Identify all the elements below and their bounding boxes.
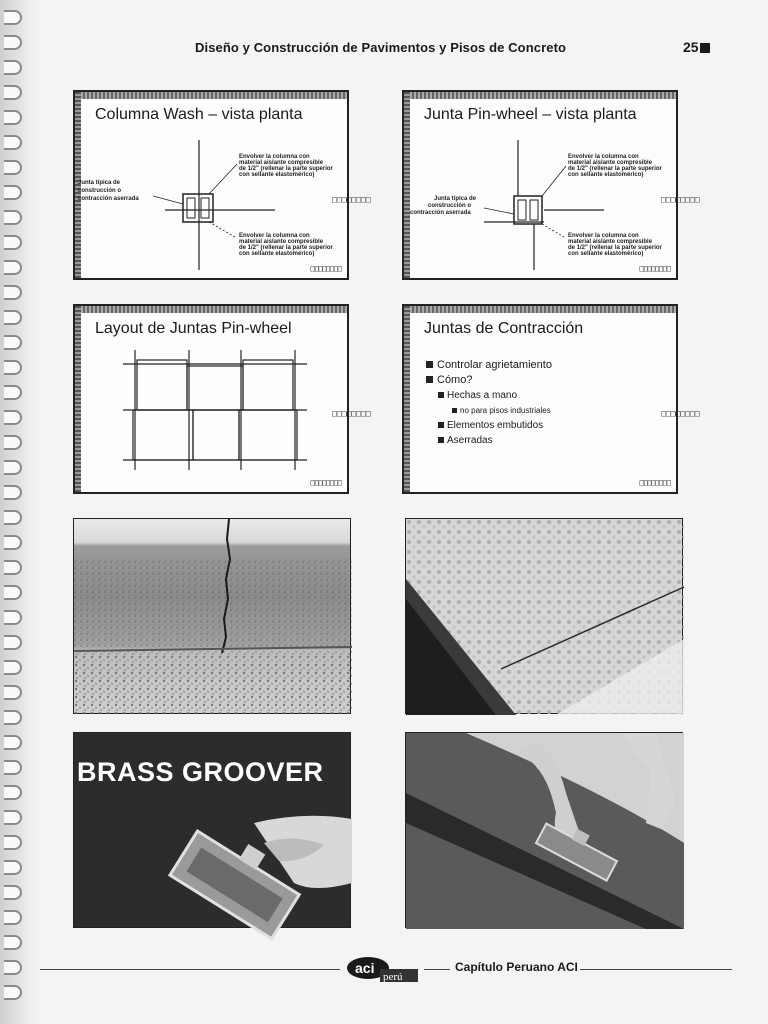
- slide-title: Juntas de Contracción: [424, 320, 584, 337]
- slide-side-nav: □□□□□□□□: [661, 195, 700, 204]
- spiral-ring: [4, 210, 22, 225]
- footer-rule-right: [580, 969, 732, 970]
- slide-juntas-contraccion: [402, 304, 700, 494]
- spiral-ring: [4, 385, 22, 400]
- note-top-1: Envolver la columna con: [239, 154, 310, 160]
- slide-title: Columna Wash – vista planta: [95, 106, 303, 123]
- spiral-ring: [4, 835, 22, 850]
- spiral-ring: [4, 135, 22, 150]
- spiral-ring: [4, 235, 22, 250]
- spiral-ring: [4, 560, 22, 575]
- slide-nav-buttons: □□□□□□□□: [310, 264, 341, 273]
- spiral-ring: [4, 535, 22, 550]
- spiral-ring: [4, 485, 22, 500]
- slide-title: Layout de Juntas Pin-wheel: [95, 320, 292, 337]
- slide-side-nav: □□□□□□□□: [332, 409, 371, 418]
- spiral-ring: [4, 460, 22, 475]
- footer-chapter-text: Capítulo Peruano ACI: [455, 960, 578, 974]
- spiral-ring: [4, 310, 22, 325]
- slide-nav-buttons: □□□□□□□□: [639, 264, 670, 273]
- joint-label-line3: contracción aserrada: [78, 196, 139, 202]
- joint-label-line2: construcción o: [428, 203, 472, 209]
- column-wash-diagram: [75, 92, 371, 282]
- note-bottom-3: de 1/2" (rellenar la parte superior: [568, 245, 662, 251]
- joint-label-line3: contracción aserrada: [410, 210, 471, 216]
- spiral-ring: [4, 435, 22, 450]
- slide-side-nav: □□□□□□□□: [661, 409, 700, 418]
- note-top-2: material aislante compresible: [239, 160, 324, 166]
- note-top-4: con sellante elastomérico): [239, 172, 315, 178]
- logo-text-peru: perú: [383, 971, 403, 983]
- photo-sawcut-joint: [405, 518, 683, 714]
- page-number: 25: [683, 39, 699, 55]
- aci-peru-logo: [346, 955, 420, 983]
- bullet-item: Controlar agrietamiento: [426, 358, 552, 373]
- bullet-list: [426, 358, 552, 448]
- spiral-ring: [4, 935, 22, 950]
- page-number-marker: [700, 43, 710, 53]
- spiral-ring: [4, 410, 22, 425]
- hand-grooving-drawing: [406, 733, 684, 929]
- note-bottom-1: Envolver la columna con: [568, 233, 639, 239]
- sawcut-photo-drawing: [406, 519, 684, 715]
- spiral-ring: [4, 10, 22, 25]
- bullet-item: Cómo?: [426, 373, 552, 388]
- spiral-ring: [4, 60, 22, 75]
- note-top-3: de 1/2" (rellenar la parte superior: [239, 166, 333, 172]
- note-bottom-4: con sellante elastomérico): [239, 251, 315, 257]
- note-top-4: con sellante elastomérico): [568, 172, 644, 178]
- slide-top-bar: [404, 306, 676, 313]
- slide-title: Junta Pin-wheel – vista planta: [424, 106, 637, 123]
- page-header: [0, 38, 768, 62]
- page-footer: [0, 950, 768, 990]
- note-top-3: de 1/2" (rellenar la parte superior: [568, 166, 662, 172]
- crack-photo-drawing: [74, 519, 352, 715]
- spiral-ring: [4, 910, 22, 925]
- pinwheel-layout-diagram: [75, 306, 371, 496]
- footer-rule-mid: [424, 969, 450, 970]
- spiral-ring: [4, 585, 22, 600]
- page-title: Diseño y Construcción de Pavimentos y Pisos de Concreto: [195, 40, 567, 55]
- note-bottom-1: Envolver la columna con: [239, 233, 310, 239]
- note-top-2: material aislante compresible: [568, 160, 653, 166]
- note-bottom-4: con sellante elastomérico): [568, 251, 644, 257]
- spiral-ring: [4, 860, 22, 875]
- note-bottom-2: material aislante compresible: [239, 239, 324, 245]
- spiral-ring: [4, 660, 22, 675]
- spiral-ring: [4, 760, 22, 775]
- spiral-ring: [4, 335, 22, 350]
- footer-rule-left: [40, 969, 340, 970]
- spiral-ring: [4, 885, 22, 900]
- spiral-ring: [4, 635, 22, 650]
- slide-left-bar: [404, 306, 410, 492]
- spiral-ring: [4, 810, 22, 825]
- note-bottom-3: de 1/2" (rellenar la parte superior: [239, 245, 333, 251]
- slide-junta-pinwheel: [402, 90, 700, 280]
- spiral-ring: [4, 160, 22, 175]
- brass-groover-title: BRASS GROOVER: [77, 757, 324, 787]
- photo-hand-grooving: [405, 732, 683, 928]
- spiral-ring: [4, 510, 22, 525]
- slide-nav-buttons: □□□□□□□□: [639, 478, 670, 487]
- spiral-ring: [4, 610, 22, 625]
- spiral-ring: [4, 710, 22, 725]
- bullet-subitem: Elementos embutidos: [426, 418, 552, 433]
- joint-label-line2: construcción o: [78, 188, 122, 194]
- bullet-subitem: Aserradas: [426, 433, 552, 448]
- bullet-subsubitem: no para pisos industriales: [426, 403, 552, 418]
- slide-nav-buttons: □□□□□□□□: [310, 478, 341, 487]
- spiral-ring: [4, 85, 22, 100]
- note-bottom-2: material aislante compresible: [568, 239, 653, 245]
- spiral-ring: [4, 685, 22, 700]
- spiral-ring: [4, 285, 22, 300]
- pinwheel-diagram: [404, 92, 700, 282]
- spiral-ring: [4, 110, 22, 125]
- photo-concrete-crack: [73, 518, 351, 714]
- logo-text-aci: aci: [355, 960, 375, 976]
- joint-label-line1: Junta típica de: [78, 180, 121, 186]
- spiral-ring: [4, 735, 22, 750]
- note-top-1: Envolver la columna con: [568, 154, 639, 160]
- bullet-subitem: Hechas a mano: [426, 388, 552, 403]
- spiral-ring: [4, 260, 22, 275]
- slide-columna-wash: [73, 90, 371, 280]
- slide-side-nav: □□□□□□□□: [332, 195, 371, 204]
- spiral-binding: [4, 10, 26, 1010]
- spiral-ring: [4, 360, 22, 375]
- photo-brass-groover: [73, 732, 351, 928]
- slide-layout-pinwheel: [73, 304, 371, 494]
- spiral-ring: [4, 785, 22, 800]
- joint-label-line1: Junta típica de: [434, 196, 477, 202]
- spiral-ring: [4, 185, 22, 200]
